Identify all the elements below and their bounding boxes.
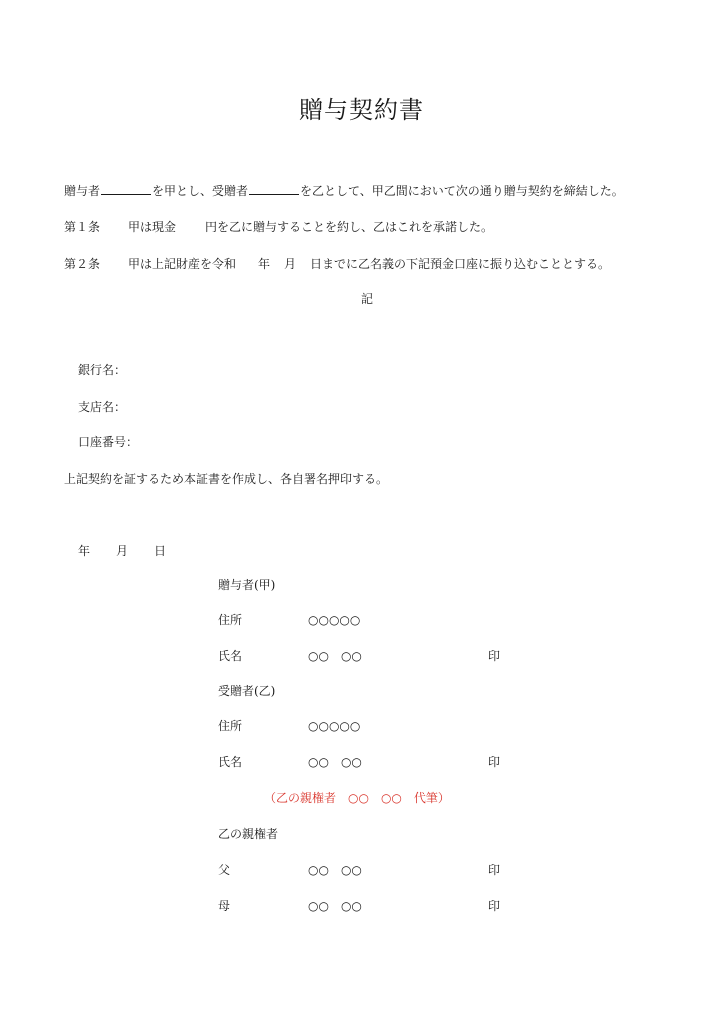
- donee-name-blank: [249, 182, 299, 195]
- donor-address-value: ○○○○○: [308, 613, 361, 627]
- closing-statement: 上記契約を証するため本証書を作成し、各自署名押印する。: [64, 472, 389, 486]
- intro-text-3: を乙として、甲乙間において次の通り贈与契約を締結した。: [300, 184, 624, 198]
- branch-name-label: 支店名：: [78, 400, 127, 414]
- proxy-signature-note: （乙の親権者 ○○ ○○ 代筆）: [264, 791, 450, 805]
- date-month: 月: [116, 544, 129, 558]
- article-2-year: 年: [258, 257, 271, 271]
- intro-text-2: を甲とし、受贈者: [152, 184, 249, 198]
- article-2-label: 第２条: [64, 257, 101, 271]
- donor-heading: 贈与者(甲): [218, 578, 276, 592]
- bank-name-label: 銀行名：: [78, 363, 127, 377]
- donor-name-label: 氏名: [218, 649, 243, 663]
- intro-text-1: 贈与者: [64, 184, 101, 198]
- article-2-month: 月: [284, 257, 297, 271]
- donee-seal: 印: [488, 755, 501, 769]
- donor-address-label: 住所: [218, 613, 243, 627]
- donor-seal: 印: [488, 649, 501, 663]
- donee-name-value: ○○ ○○: [308, 755, 362, 769]
- article-2-text-1: 甲は上記財産を令和: [128, 257, 237, 271]
- mother-label: 母: [218, 899, 231, 913]
- date-day: 日: [154, 544, 167, 558]
- donee-name-label: 氏名: [218, 755, 243, 769]
- account-number-label: 口座番号：: [78, 435, 139, 449]
- article-1-text-2: 円を乙に贈与することを約し、乙はこれを承諾した。: [205, 220, 494, 234]
- article-1-label: 第１条: [64, 220, 101, 234]
- guardian-heading: 乙の親権者: [218, 827, 279, 841]
- donee-address-value: ○○○○○: [308, 719, 361, 733]
- donor-name-value: ○○ ○○: [308, 649, 362, 663]
- mother-seal: 印: [488, 899, 501, 913]
- father-seal: 印: [488, 863, 501, 877]
- article-1-text-1: 甲は現金: [128, 220, 177, 234]
- father-label: 父: [218, 863, 231, 877]
- donee-heading: 受贈者(乙): [218, 684, 276, 698]
- mother-name-value: ○○ ○○: [308, 899, 362, 913]
- document-title: 贈与契約書: [299, 96, 424, 124]
- article-2-text-2: 日までに乙名義の下記預金口座に振り込むこととする。: [310, 257, 611, 271]
- donee-address-label: 住所: [218, 719, 243, 733]
- date-year: 年: [78, 544, 91, 558]
- ki-heading: 記: [361, 292, 374, 306]
- intro-paragraph: [64, 182, 624, 199]
- father-name-value: ○○ ○○: [308, 863, 362, 877]
- donor-name-blank: [101, 182, 151, 195]
